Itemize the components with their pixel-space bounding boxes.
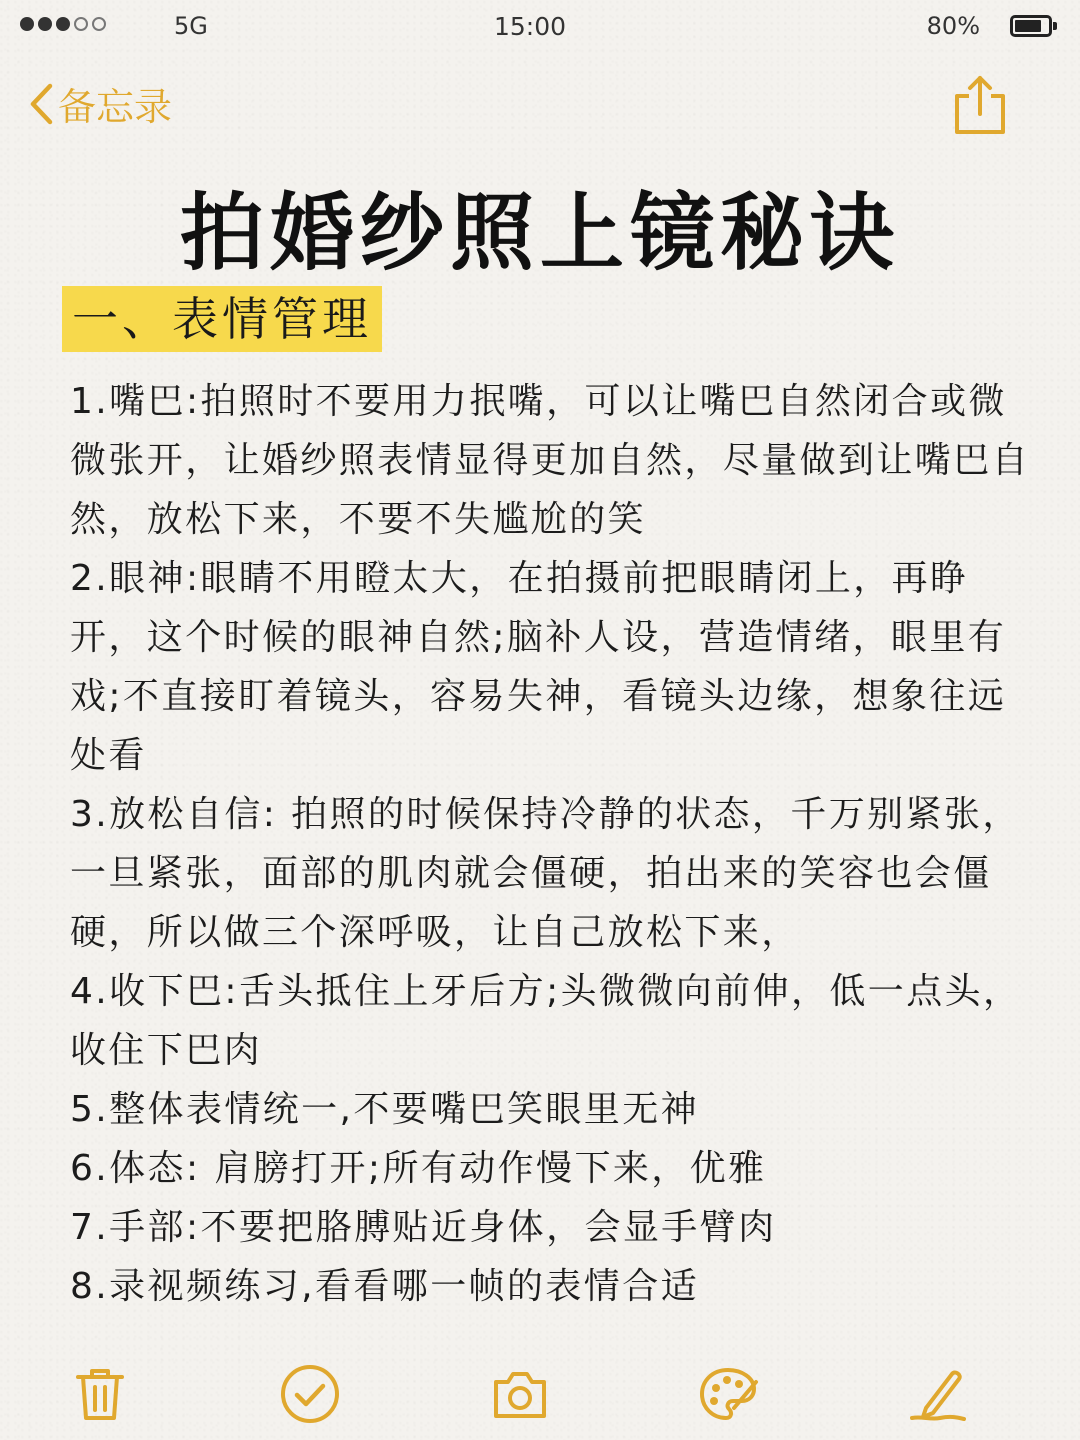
checklist-button[interactable] bbox=[278, 1362, 342, 1426]
battery-icon bbox=[1010, 15, 1052, 37]
delete-button[interactable] bbox=[68, 1362, 132, 1426]
navigation-bar bbox=[0, 70, 1080, 150]
list-item: 3.放松自信: 拍照的时候保持冷静的状态，千万别紧张，一旦紧张，面部的肌肉就会僵硬，拍出来的笑容也会僵硬，所以做三个深呼吸，让自己放松下来， bbox=[70, 794, 1021, 953]
checkmark-circle-icon bbox=[278, 1362, 342, 1426]
list-item: 1.嘴巴:拍照时不要用力抿嘴，可以让嘴巴自然闭合或微微张开，让婚纱照表情显得更加自然，尽量做到让嘴巴自然，放松下来，不要不失尴尬的笑 bbox=[70, 381, 1031, 540]
list-item: 2.眼神:眼睛不用瞪太大，在拍摄前把眼睛闭上，再睁开，这个时候的眼神自然;脑补人设，营造情绪，眼里有戏;不直接盯着镜头，容易失神，看镜头边缘，想象往远处看 bbox=[70, 558, 1007, 776]
status-time: 15:00 bbox=[493, 12, 567, 41]
back-button[interactable] bbox=[28, 76, 172, 131]
battery-level bbox=[1015, 20, 1041, 32]
pen-icon bbox=[906, 1362, 970, 1426]
list-item: 8.录视频练习,看看哪一帧的表情合适 bbox=[70, 1266, 699, 1307]
list-item: 7.手部:不要把胳膊贴近身体，会显手臂肉 bbox=[70, 1207, 777, 1248]
bottom-toolbar bbox=[0, 1362, 1080, 1432]
back-label: 备忘录 bbox=[58, 85, 173, 129]
camera-icon bbox=[488, 1362, 552, 1426]
share-icon bbox=[952, 74, 1008, 136]
section-heading: 一、表情管理 bbox=[62, 286, 382, 352]
draw-button[interactable] bbox=[696, 1362, 760, 1426]
chevron-left-icon bbox=[28, 82, 54, 126]
list-item: 4.收下巴:舌头抵住上牙后方;头微微向前伸，低一点头，收住下巴肉 bbox=[70, 971, 1022, 1071]
list-item: 5.整体表情统一,不要嘴巴笑眼里无神 bbox=[70, 1089, 699, 1130]
note-body[interactable] bbox=[70, 372, 1040, 1316]
compose-button[interactable] bbox=[906, 1362, 970, 1426]
palette-icon bbox=[696, 1362, 760, 1426]
network-type: 5G bbox=[174, 12, 208, 40]
camera-button[interactable] bbox=[488, 1362, 552, 1426]
battery-percentage: 80% bbox=[926, 12, 980, 40]
share-button[interactable] bbox=[952, 74, 1008, 140]
note-title: 拍婚纱照上镜秘诀 bbox=[179, 184, 900, 282]
list-item: 6.体态: 肩膀打开;所有动作慢下来，优雅 bbox=[70, 1148, 767, 1189]
status-bar bbox=[0, 0, 1080, 52]
trash-icon bbox=[68, 1362, 132, 1426]
